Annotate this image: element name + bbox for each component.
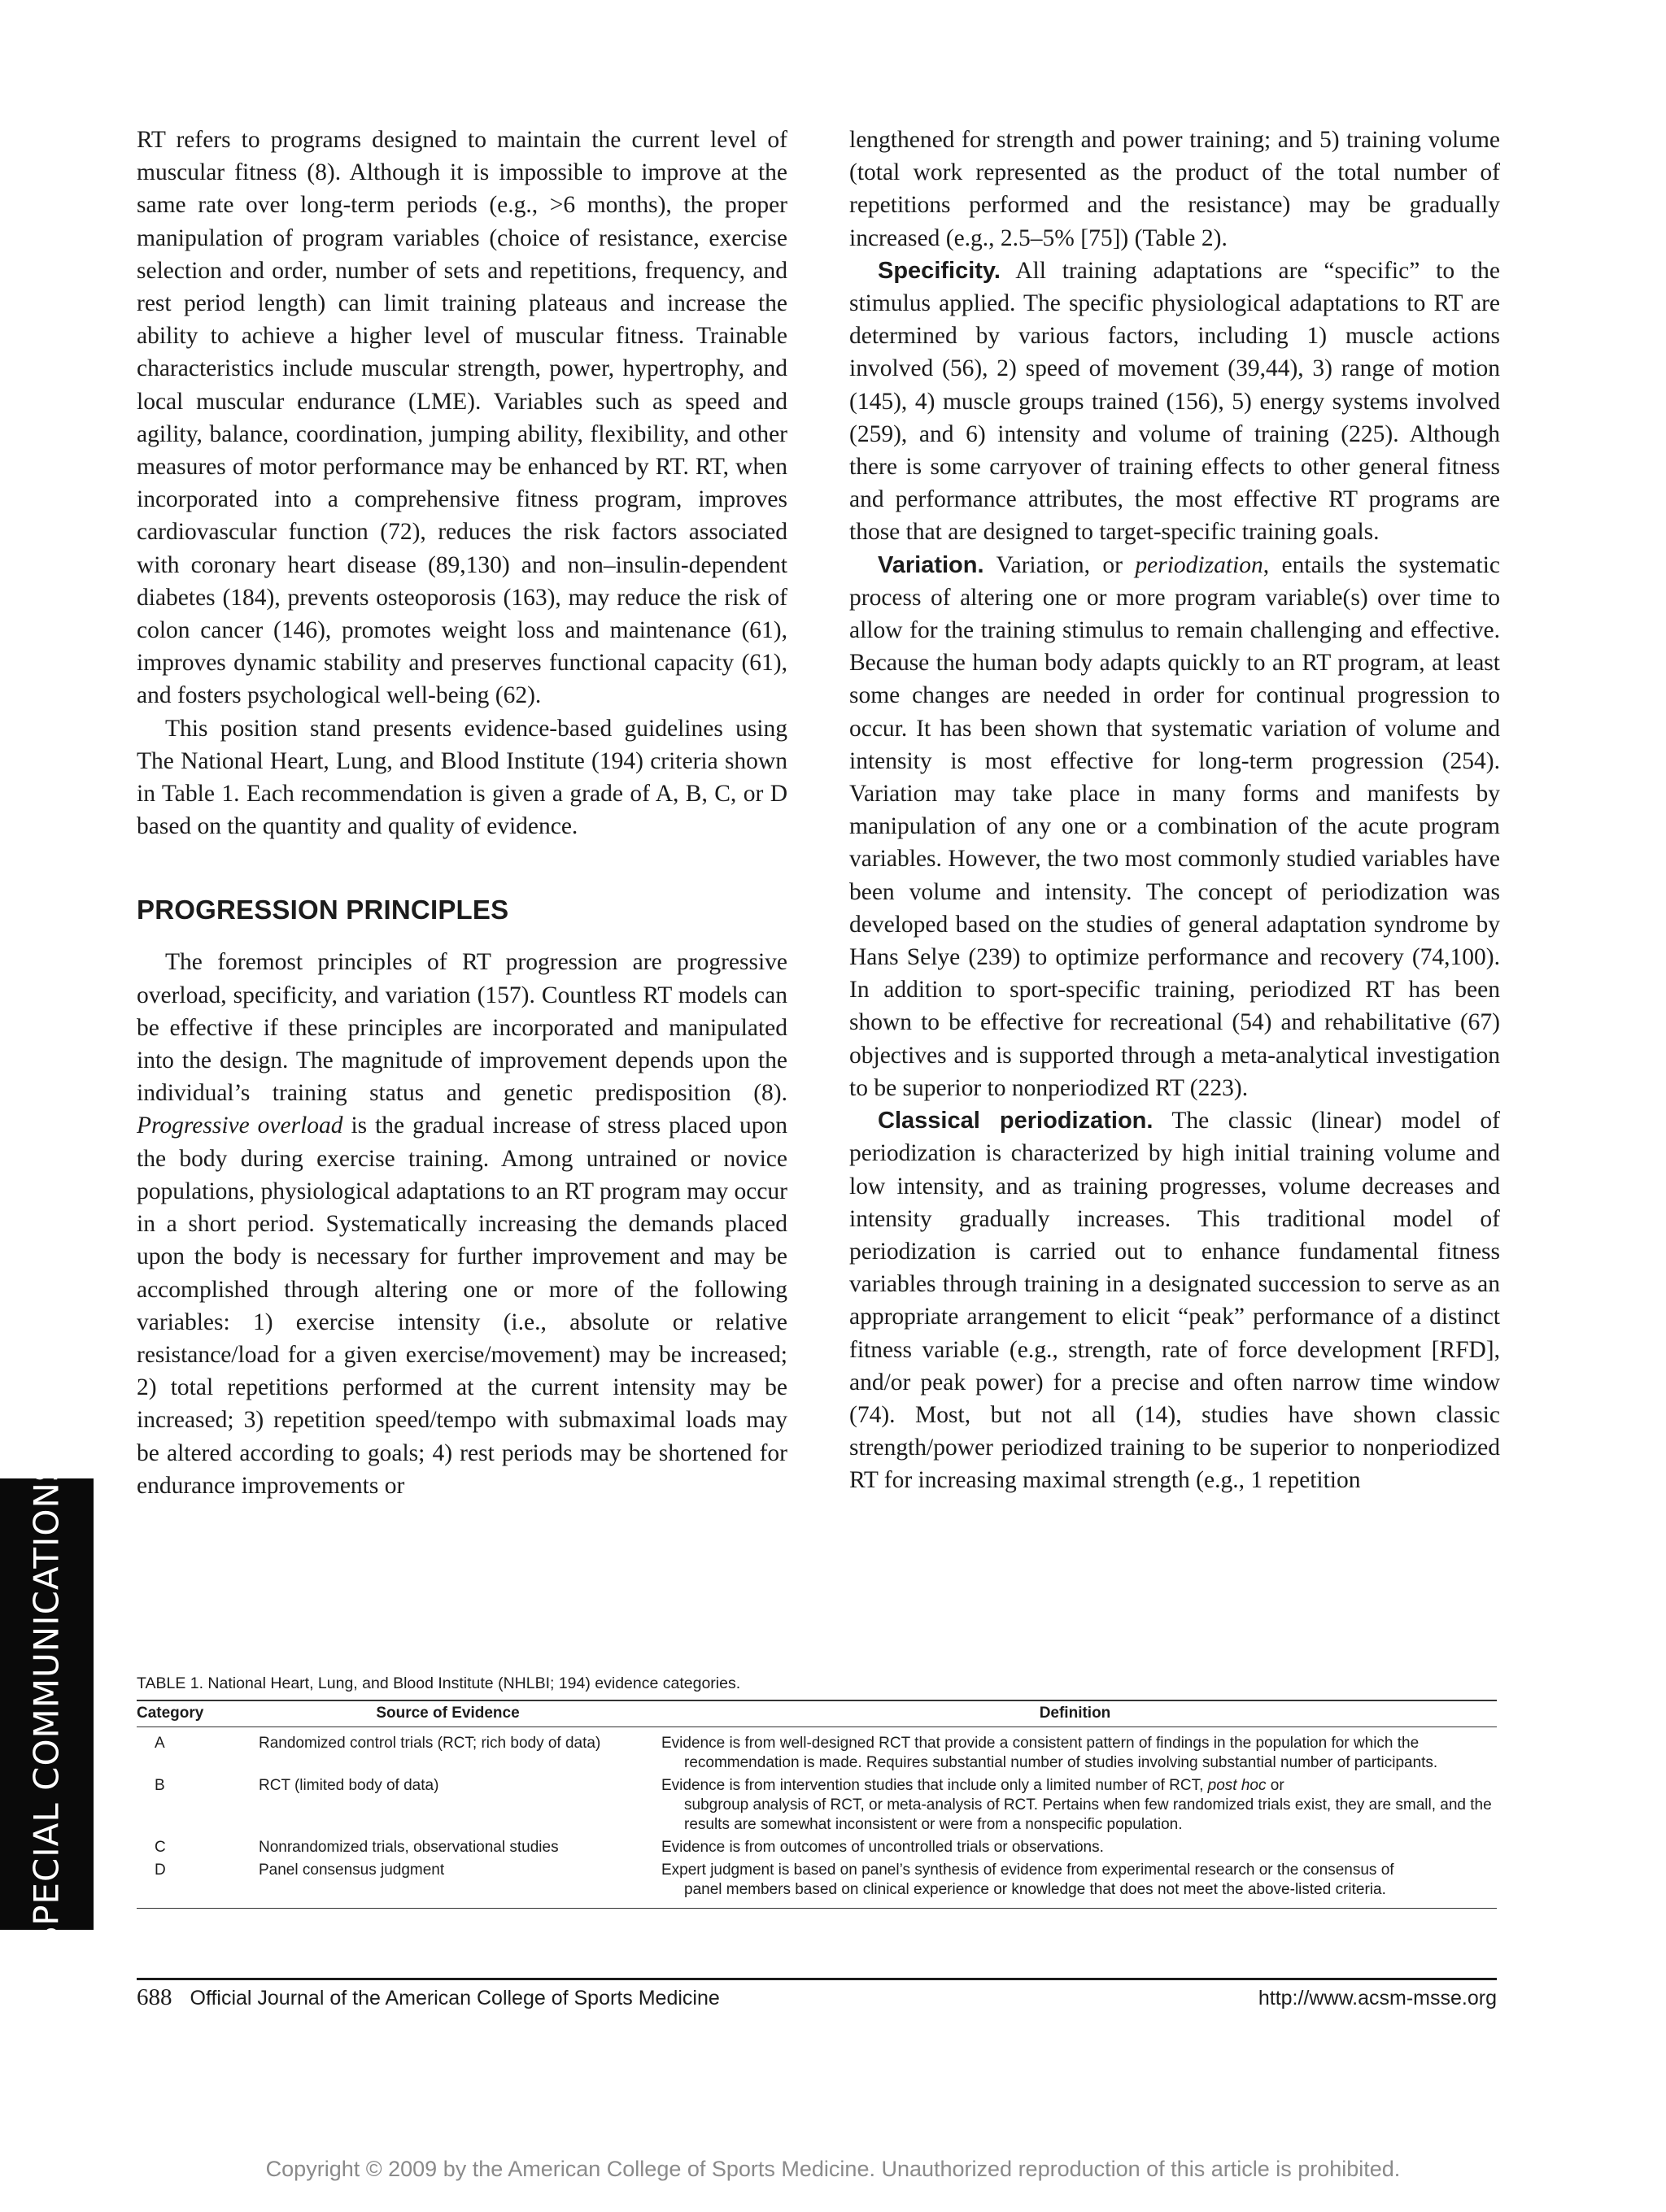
paragraph [849, 1104, 1500, 1496]
cell-source: Randomized control trials (RCT; rich body of data) [259, 1735, 601, 1752]
cell-definition [653, 1859, 1497, 1909]
paragraph-text: The foremost principles of RT progression are progressive overload, specificity, and variation (157). Countless RT models can be effective if these principles are incorporated and manipulated into the design. The magnitude of improvement depends upon the individual’s training status and genetic predisposition (8). [137, 949, 787, 1107]
definition-text: Evidence is from intervention studies that include only a limited number of RCT, [661, 1777, 1208, 1794]
run-in-heading: Classical periodization. [878, 1108, 1154, 1134]
header-category: Category [137, 1700, 242, 1727]
paragraph: RT refers to programs designed to maintain the current level of muscular fitness (8). Although it is impossible to improve at the same rate over long-term periods (e.g., >6 months), the proper manipulation of program variables (choice of resistance, exercise selection and order, number of sets and repetitions, frequency, and rest period length) can limit training plateaus and increase the ability to achieve a higher level of muscular fitness. Trainable characteristics include muscular strength, power, hypertrophy, and local muscular endurance (LME). Variables such as speed and agility, balance, coordination, jumping ability, flexibility, and other measures of motor performance may be enhanced by RT. RT, when incorporated into a comprehensive fitness program, improves cardiovascular function (72), reduces the risk factors associated with coronary heart disease (89,130) and non–insulin-dependent diabetes (184), prevents osteoporosis (163), may reduce the risk of colon cancer (146), promotes weight loss and maintenance (61), improves dynamic stability and preserves functional capacity (61), and fosters psychological well-being (62). [137, 127, 787, 709]
cell-category: D [137, 1859, 242, 1909]
cell-category: B [155, 1777, 165, 1794]
definition-text: panel members based on clinical experience or knowledge that does not meet the above-listed criteria. [684, 1881, 1386, 1898]
left-column [137, 124, 787, 1502]
table-row [137, 1774, 1497, 1836]
paragraph-text: is the gradual increase of stress placed upon the body during exercise training. Among untrained or novice populations, physiological adaptations to an RT program may occur in a short period. Systematically increasing the demands placed upon the body is necessary for further improvement and may be accomplished through altering one or more of the following variables: 1) exercise intensity (i.e., absolute or relative resistance/load for a given exercise/movement) may be increased; 2) total repetitions performed at the current intensity may be increased; 3) repetition speed/tempo with submaximal loads may be altered according to goals; 4) rest periods may be shortened for endurance improvements or [137, 1113, 788, 1499]
paragraph [849, 255, 1500, 549]
cell-definition [653, 1836, 1497, 1859]
paragraph [849, 549, 1500, 1104]
paragraph: lengthened for strength and power training; and 5) training volume (total work represented as the product of the total number of repetitions performed and the resistance) may be gradually increased (e.g., 2.5–5% [75]) (Table 2). [849, 127, 1500, 251]
page-footer [137, 1984, 1497, 2011]
evidence-table [137, 1700, 1497, 1909]
paragraph-text: Variation, or [983, 551, 1136, 578]
cell-category: C [155, 1839, 166, 1856]
header-source: Source of Evidence [242, 1700, 653, 1727]
cell-definition [653, 1727, 1497, 1775]
header-definition: Definition [653, 1700, 1497, 1727]
right-column [849, 124, 1500, 1497]
cell-category: A [155, 1735, 165, 1752]
italic-term: post hoc [1207, 1777, 1267, 1794]
journal-name: Official Journal of the American College of Sports Medicine [190, 1987, 720, 2010]
cell-source: Nonrandomized trials, observational studies [259, 1839, 559, 1856]
cell-source: RCT (limited body of data) [259, 1777, 439, 1794]
definition-text: or [1266, 1777, 1284, 1794]
section-side-tab [0, 1459, 94, 1949]
section-heading: PROGRESSION PRINCIPLES [137, 895, 509, 925]
definition-text: Evidence is from well-designed RCT that provide a consistent pattern of findings in the population for which the [661, 1735, 1420, 1752]
definition-text: recommendation is made. Requires substantial number of studies involving substantial number of participants. [684, 1754, 1438, 1771]
table-row [137, 1727, 1497, 1775]
italic-term: periodization [1135, 551, 1263, 578]
run-in-heading: Specificity. [878, 257, 1001, 284]
table-caption: TABLE 1. National Heart, Lung, and Blood Institute (NHLBI; 194) evidence categories. [137, 1674, 741, 1692]
definition-text: Expert judgment is based on panel’s synthesis of evidence from experimental research or the consensus of [661, 1861, 1394, 1879]
table-header-row [137, 1700, 1497, 1727]
cell-definition [653, 1774, 1497, 1836]
definition-text: Evidence is from outcomes of uncontrolled trials or observations. [661, 1839, 1104, 1856]
side-tab-label: SPECIAL COMMUNICATIONS [26, 1459, 67, 1949]
paragraph [137, 946, 787, 1501]
paragraph-text: All training adaptations are “specific” to the stimulus applied. The specific physiological adaptations to RT are determined by various factors, including 1) muscle actions involved (56), 2) speed of movement (39,44), 3) range of motion (145), 4) muscle groups trained (156), 5) energy systems involved (259), and 6) intensity and volume of training (225). Although there is some carryover of training effects to other general fitness and performance attributes, the most effective RT programs are those that are designed to target-specific training goals. [849, 257, 1500, 546]
table-row [137, 1836, 1497, 1859]
paragraph-text: The classic (linear) model of periodization is characterized by high initial training volume and low intensity, and as training progresses, volume decreases and intensity gradually increases. This traditional model of periodization is carried out to enhance fundamental fitness variables through training in a designated succession to serve as an appropriate arrangement to elicit “peak” performance of a distinct fitness variable (e.g., strength, rate of force development [RFD], and/or peak power) for a precise and often narrow time window (74). Most, but not all (14), studies have shown classic strength/power periodized training to be superior to nonperiodized RT for increasing maximal strength (e.g., 1 repetition [849, 1108, 1500, 1494]
italic-term: Progressive overload [137, 1113, 343, 1139]
paragraph: This position stand presents evidence-based guidelines using The National Heart, Lung, and Blood Institute (194) criteria shown in Table 1. Each recommendation is given a grade of A, B, C, or D based on the quantity and quality of evidence. [137, 715, 787, 840]
table-row [137, 1859, 1497, 1909]
copyright-notice: Copyright © 2009 by the American College of Sports Medicine. Unauthorized reproduction of this article is prohibited. [265, 2157, 1401, 2181]
run-in-heading: Variation. [878, 551, 984, 578]
footer-divider [137, 1978, 1497, 1980]
cell-source: Panel consensus judgment [242, 1859, 653, 1909]
journal-url: http://www.acsm-msse.org [1258, 1987, 1497, 2010]
definition-text: subgroup analysis of RCT, or meta-analysis of RCT. Pertains when few randomized trials exist, they are small, and the results are somewhat inconsistent or were from a nonspecific population. [684, 1796, 1492, 1833]
page-number: 688 [137, 1984, 172, 2010]
evidence-table-block [137, 1674, 1497, 1909]
paragraph-text: , entails the systematic process of altering one or more program variable(s) over time to allow for the training stimulus to remain challenging and effective. Because the human body adapts quickly to an RT program, at least some changes are needed in order for continual progression to occur. It has been shown that systematic variation of volume and intensity is most effective for long-term progression (254). Variation may take place in many forms and manifests by manipulation of any one or a combination of the acute program variables. However, the two most commonly studied variables have been volume and intensity. The concept of periodization was developed based on the studies of general adaptation syndrome by Hans Selye (239) to optimize performance and recovery (74,100). In addition to sport-specific training, periodized RT has been shown to be effective for recreational (54) and rehabilitative (67) objectives and is supported through a meta-analytical investigation to be superior to nonperiodized RT (223). [849, 551, 1500, 1101]
footer-left [137, 1984, 720, 2011]
